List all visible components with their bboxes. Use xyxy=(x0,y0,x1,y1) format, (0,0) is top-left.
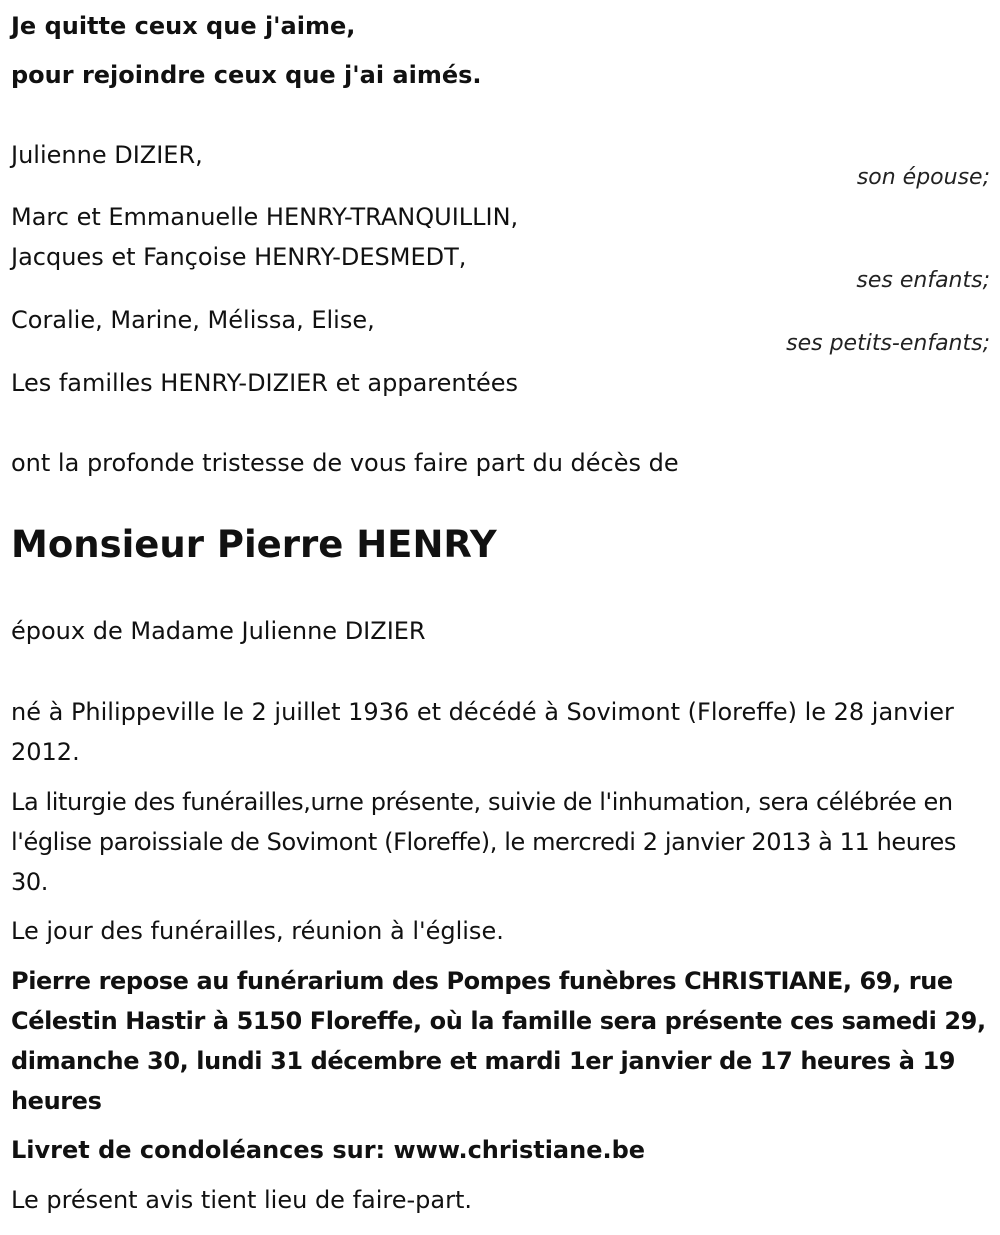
deceased-name: Monsieur Pierre HENRY xyxy=(11,523,497,566)
children-line-2: Jacques et Fançoise HENRY-DESMEDT, xyxy=(11,243,467,271)
announcement: ont la profonde tristesse de vous faire part du décès de xyxy=(11,449,679,477)
viewing-paragraph: Pierre repose au funérarium des Pompes funèbres CHRISTIANE, 69, rue Célestin Hastir à 5150 Floreffe, où la famille sera présente ces samedi 29, dimanche 30, lundi 31 décembre et mardi 1er janvier de 17 heures à 19 heures xyxy=(11,967,986,1115)
grandchildren-names: Coralie, Marine, Mélissa, Elise, xyxy=(11,306,375,334)
families-line: Les familles HENRY-DIZIER et apparentées xyxy=(11,369,519,397)
meeting-line: Le jour des funérailles, réunion à l'église. xyxy=(11,917,504,945)
children-role: ses enfants; xyxy=(856,268,990,293)
notice-line: Le présent avis tient lieu de faire-part. xyxy=(11,1186,473,1214)
quote-line-1: Je quitte ceux que j'aime, xyxy=(11,12,356,40)
spouse-role: son épouse; xyxy=(856,165,990,190)
spouse-name: Julienne DIZIER, xyxy=(11,141,203,169)
birth-death-paragraph: né à Philippeville le 2 juillet 1936 et décédé à Sovimont (Floreffe) le 28 janvier 2012. xyxy=(11,698,954,766)
quote-line-2: pour rejoindre ceux que j'ai aimés. xyxy=(11,61,482,89)
condolences-line: Livret de condoléances sur: www.christiane.be xyxy=(11,1136,646,1164)
grandchildren-role: ses petits-enfants; xyxy=(786,331,990,356)
liturgy-paragraph: La liturgie des funérailles,urne présente, suivie de l'inhumation, sera célébrée en l'église paroissiale de Sovimont (Floreffe), le mercredi 2 janvier 2013 à 11 heures 30. xyxy=(11,788,957,896)
spouse-of-line: époux de Madame Julienne DIZIER xyxy=(11,617,426,645)
children-line-1: Marc et Emmanuelle HENRY-TRANQUILLIN, xyxy=(11,203,519,231)
